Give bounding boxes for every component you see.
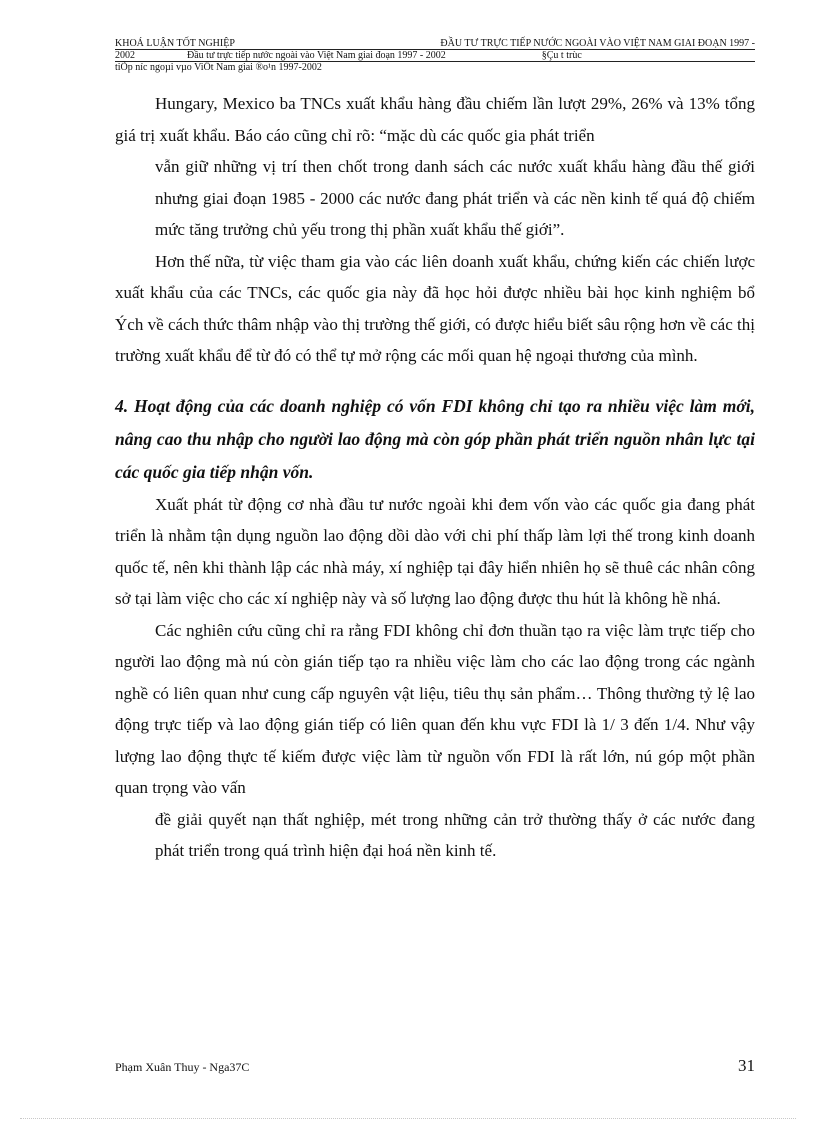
footer-author: Phạm Xuân Thuy - Nga37C	[115, 1060, 250, 1074]
page-footer	[115, 1056, 755, 1076]
running-header	[115, 38, 755, 73]
page-bottom-divider	[20, 1118, 796, 1119]
header-subtitle: Đầu tư trực tiếp nước ngoài vào Việt Nam giai đoạn 1997 - 2002	[187, 50, 446, 61]
header-garbled-line: tiÕp níc ngoµi vµo ViÖt Nam giai ®o¹n 1997-2002	[115, 62, 322, 73]
paragraph-2: vẫn giữ những vị trí then chốt trong danh sách các nước xuất khẩu hàng đầu thế giới nhưng giai đoạn 1985 - 2000 các nước đang phát triển và các nền kinh tế quá độ chiếm mức tăng trưởng chủ yếu trong thị phần xuất khẩu thế giới”.	[155, 157, 755, 239]
header-line-2	[115, 50, 755, 62]
header-line-1	[115, 38, 755, 50]
paragraph-4: Xuất phát từ động cơ nhà đầu tư nước ngoài khi đem vốn vào các quốc gia đang phát triển là nhằm tận dụng nguồn lao động dồi dào với chi phí thấp làm lợi thế trong kinh doanh quốc tế, nên khi thành lập các nhà máy, xí nghiệp tại đây hiển nhiên họ sẽ thuê các nhân công sở tại làm việc cho các xí nghiệp này và số lượng lao động được thu hút là không hề nhá.	[115, 494, 755, 608]
header-line-3	[115, 62, 755, 73]
paragraph-3: Hơn thế nữa, từ việc tham gia vào các liên doanh xuất khẩu, chứng kiến các chiến lược xuất khẩu của các TNCs, các quốc gia này đã học hỏi được nhiều bài học kinh nghiệm bổ Ých về cách thức thâm nhập vào thị trường thế giới, có được hiểu biết sâu rộng hơn về các thị trường xuất khẩu để từ đó có thể tự mở rộng các mối quan hệ ngoại thương của mình.	[115, 251, 755, 365]
paragraph-1: Hungary, Mexico ba TNCs xuất khẩu hàng đầu chiếm lần lượt 29%, 26% và 13% tổng giá trị xuất khẩu. Báo cáo cũng chỉ rõ: “mặc dù các quốc gia phát triển	[115, 94, 755, 145]
header-year: 2002	[115, 50, 135, 61]
header-right-title: ĐẦU TƯ TRỰC TIẾP NƯỚC NGOÀI VÀO VIỆT NAM GIAI ĐOẠN 1997 -	[440, 38, 755, 49]
document-body	[115, 88, 755, 867]
page-number: 31	[738, 1056, 755, 1075]
paragraph-5: Các nghiên cứu cũng chỉ ra rằng FDI không chỉ đơn thuần tạo ra việc làm trực tiếp cho người lao động mà nú còn gián tiếp tạo ra nhiều việc làm cho các lao động trong các ngành nghề có liên quan như cung cấp nguyên vật liệu, tiêu thụ sản phẩm… Thông thường tỷ lệ lao động trực tiếp và lao động gián tiếp có liên quan đến khu vực FDI là 1/ 3 đến 1/4. Như vậy lượng lao động thực tế kiếm được việc làm từ nguồn vốn FDI là rất lớn, nú góp một phần quan trọng vào vấn	[115, 620, 755, 797]
header-garbled-fragment: §Çu t trùc	[541, 50, 582, 61]
header-left-title: KHOÁ LUẬN TỐT NGHIỆP	[115, 38, 235, 49]
section-heading: 4. Hoạt động của các doanh nghiệp có vốn FDI không chỉ tạo ra nhiều việc làm mới, nâng cao thu nhập cho người lao động mà còn góp phần phát triển nguồn nhân lực tại các quốc gia tiếp nhận vốn.	[115, 395, 755, 482]
paragraph-6: đề giải quyết nạn thất nghiệp, mét trong những cản trở thường thấy ở các nước đang phát triển trong quá trình hiện đại hoá nền kinh tế.	[155, 809, 755, 860]
